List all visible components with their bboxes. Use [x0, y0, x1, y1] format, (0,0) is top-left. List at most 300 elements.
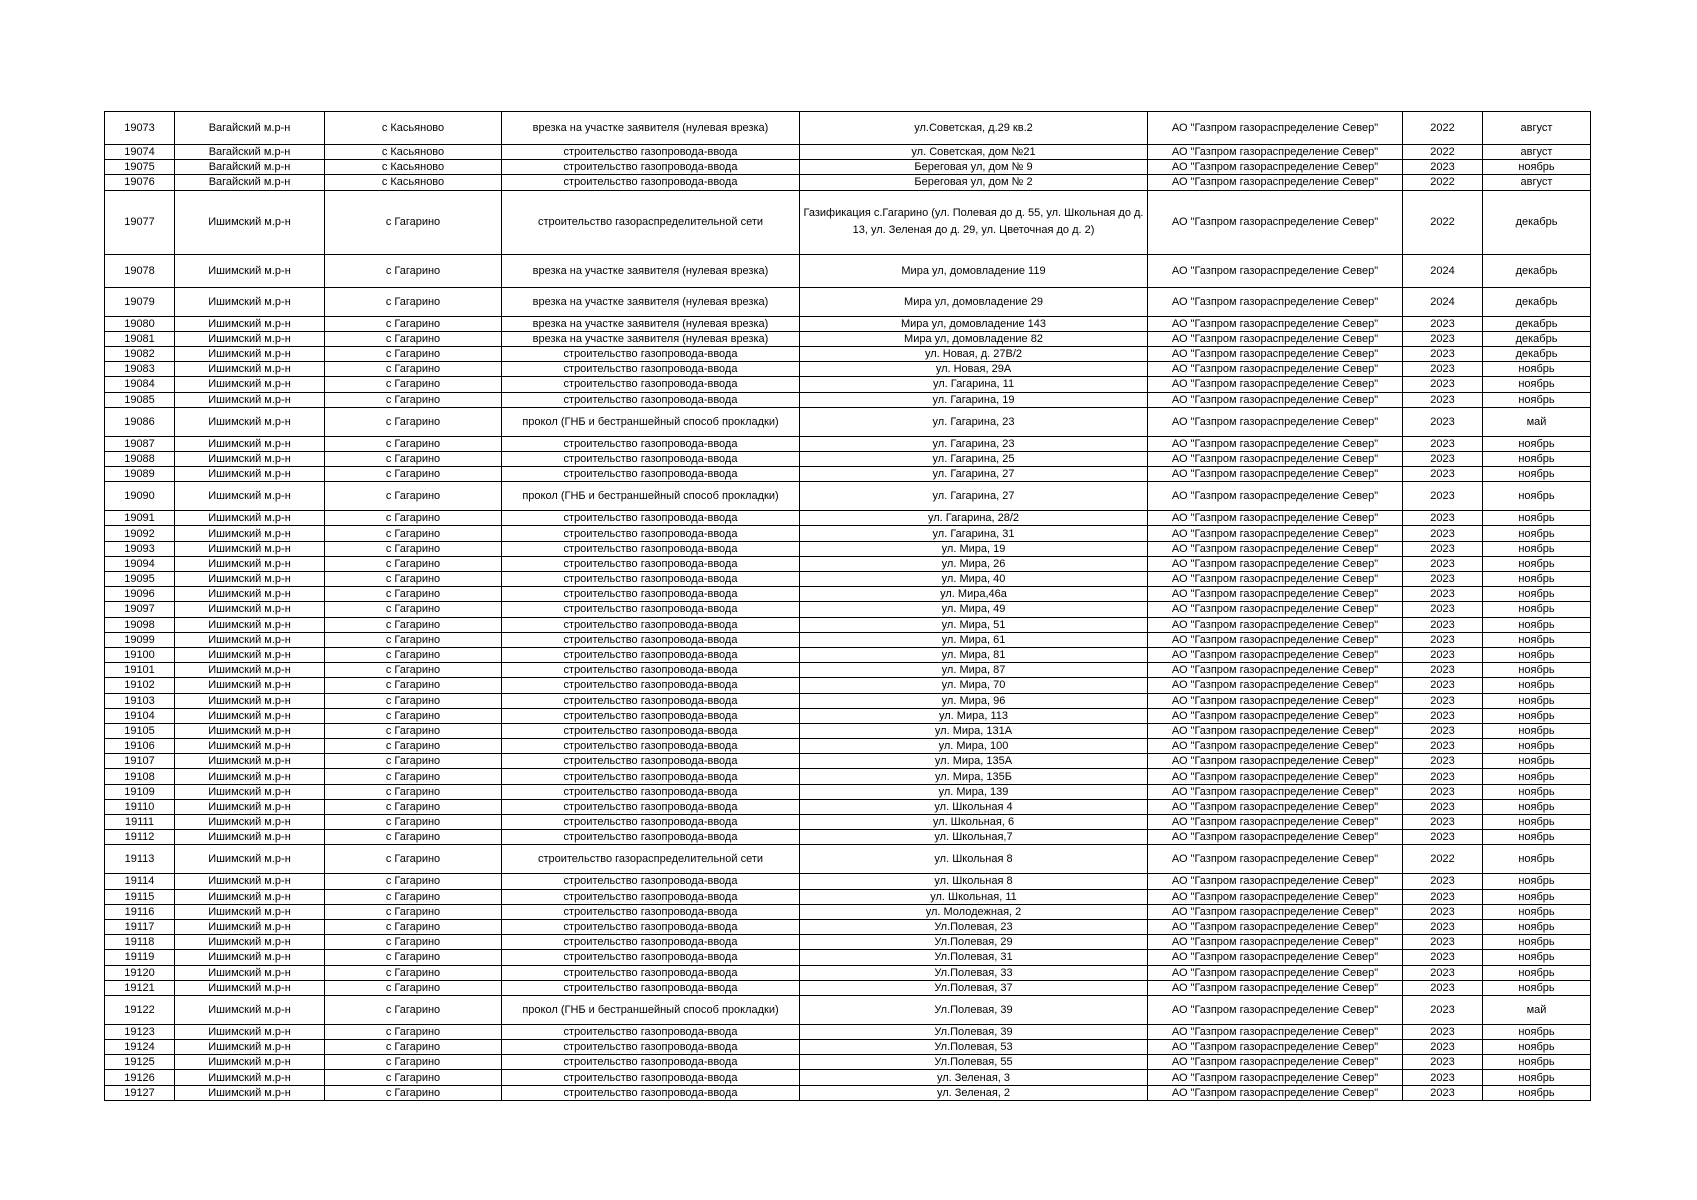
locality-cell: с Гагарино — [325, 1070, 502, 1085]
address-cell: ул. Гагарина, 31 — [800, 526, 1148, 541]
table-row — [105, 587, 1591, 602]
row-id-cell: 19111 — [105, 815, 175, 830]
year-cell: 2023 — [1403, 754, 1483, 769]
row-id-cell: 19106 — [105, 739, 175, 754]
row-id-cell: 19105 — [105, 723, 175, 738]
organization-cell: АО "Газпром газораспределение Север" — [1148, 190, 1403, 254]
table-row — [105, 919, 1591, 934]
year-cell: 2022 — [1403, 845, 1483, 874]
locality-cell: с Гагарино — [325, 830, 502, 845]
table-row — [105, 950, 1591, 965]
address-cell: ул. Молодежная, 2 — [800, 904, 1148, 919]
table-row — [105, 678, 1591, 693]
address-cell: ул. Школьная 8 — [800, 845, 1148, 874]
row-id-cell: 19100 — [105, 647, 175, 662]
year-cell: 2023 — [1403, 587, 1483, 602]
address-cell: ул. Новая, 29А — [800, 362, 1148, 377]
row-id-cell: 19103 — [105, 693, 175, 708]
district-cell: Ишимский м.р-н — [175, 602, 325, 617]
month-cell: май — [1483, 407, 1591, 436]
month-cell: декабрь — [1483, 331, 1591, 346]
locality-cell: с Гагарино — [325, 815, 502, 830]
month-cell: декабрь — [1483, 346, 1591, 361]
address-cell: ул. Новая, д. 27В/2 — [800, 346, 1148, 361]
year-cell: 2023 — [1403, 346, 1483, 361]
row-id-cell: 19092 — [105, 526, 175, 541]
address-cell: Береговая ул, дом № 9 — [800, 160, 1148, 175]
month-cell: ноябрь — [1483, 950, 1591, 965]
work-type-cell: строительство газопровода-ввода — [502, 1024, 800, 1039]
year-cell: 2023 — [1403, 572, 1483, 587]
year-cell: 2023 — [1403, 1070, 1483, 1085]
organization-cell: АО "Газпром газораспределение Север" — [1148, 754, 1403, 769]
locality-cell: с Гагарино — [325, 451, 502, 466]
district-cell: Ишимский м.р-н — [175, 541, 325, 556]
district-cell: Ишимский м.р-н — [175, 950, 325, 965]
district-cell: Ишимский м.р-н — [175, 526, 325, 541]
district-cell: Ишимский м.р-н — [175, 467, 325, 482]
district-cell: Ишимский м.р-н — [175, 1070, 325, 1085]
address-cell: Газификация с.Гагарино (ул. Полевая до д. 55, ул. Школьная до д. 13, ул. Зеленая до д. 29, ул. Цветочная до д. 2) — [800, 190, 1148, 254]
table-row — [105, 799, 1591, 814]
year-cell: 2023 — [1403, 316, 1483, 331]
organization-cell: АО "Газпром газораспределение Север" — [1148, 663, 1403, 678]
year-cell: 2023 — [1403, 830, 1483, 845]
district-cell: Ишимский м.р-н — [175, 254, 325, 287]
month-cell: ноябрь — [1483, 511, 1591, 526]
row-id-cell: 19087 — [105, 436, 175, 451]
work-type-cell: строительство газопровода-ввода — [502, 980, 800, 995]
organization-cell: АО "Газпром газораспределение Север" — [1148, 980, 1403, 995]
address-cell: ул. Гагарина, 28/2 — [800, 511, 1148, 526]
district-cell: Вагайский м.р-н — [175, 112, 325, 145]
month-cell: ноябрь — [1483, 678, 1591, 693]
work-type-cell: строительство газопровода-ввода — [502, 362, 800, 377]
row-id-cell: 19086 — [105, 407, 175, 436]
year-cell: 2023 — [1403, 436, 1483, 451]
address-cell: ул. Мира, 131А — [800, 723, 1148, 738]
month-cell: декабрь — [1483, 190, 1591, 254]
work-type-cell: строительство газопровода-ввода — [502, 392, 800, 407]
row-id-cell: 19097 — [105, 602, 175, 617]
locality-cell: с Гагарино — [325, 647, 502, 662]
district-cell: Ишимский м.р-н — [175, 632, 325, 647]
locality-cell: с Гагарино — [325, 316, 502, 331]
year-cell: 2023 — [1403, 739, 1483, 754]
month-cell: ноябрь — [1483, 919, 1591, 934]
row-id-cell: 19076 — [105, 175, 175, 190]
organization-cell: АО "Газпром газораспределение Север" — [1148, 1040, 1403, 1055]
year-cell: 2023 — [1403, 874, 1483, 889]
month-cell: ноябрь — [1483, 482, 1591, 511]
table-row — [105, 392, 1591, 407]
table-row — [105, 1055, 1591, 1070]
organization-cell: АО "Газпром газораспределение Север" — [1148, 392, 1403, 407]
year-cell: 2023 — [1403, 708, 1483, 723]
month-cell: ноябрь — [1483, 708, 1591, 723]
month-cell: ноябрь — [1483, 556, 1591, 571]
row-id-cell: 19082 — [105, 346, 175, 361]
row-id-cell: 19120 — [105, 965, 175, 980]
work-type-cell: строительство газопровода-ввода — [502, 451, 800, 466]
district-cell: Ишимский м.р-н — [175, 754, 325, 769]
work-type-cell: строительство газопровода-ввода — [502, 1040, 800, 1055]
locality-cell: с Гагарино — [325, 254, 502, 287]
year-cell: 2023 — [1403, 482, 1483, 511]
locality-cell: с Гагарино — [325, 769, 502, 784]
year-cell: 2023 — [1403, 331, 1483, 346]
work-type-cell: строительство газопровода-ввода — [502, 830, 800, 845]
locality-cell: с Гагарино — [325, 904, 502, 919]
table-row — [105, 482, 1591, 511]
locality-cell: с Гагарино — [325, 617, 502, 632]
month-cell: ноябрь — [1483, 965, 1591, 980]
table-row — [105, 845, 1591, 874]
year-cell: 2024 — [1403, 254, 1483, 287]
organization-cell: АО "Газпром газораспределение Север" — [1148, 965, 1403, 980]
row-id-cell: 19090 — [105, 482, 175, 511]
district-cell: Ишимский м.р-н — [175, 1085, 325, 1100]
district-cell: Ишимский м.р-н — [175, 874, 325, 889]
locality-cell: с Гагарино — [325, 739, 502, 754]
table-row — [105, 995, 1591, 1024]
year-cell: 2023 — [1403, 815, 1483, 830]
table-row — [105, 647, 1591, 662]
table-row — [105, 739, 1591, 754]
row-id-cell: 19102 — [105, 678, 175, 693]
organization-cell: АО "Газпром газораспределение Север" — [1148, 587, 1403, 602]
row-id-cell: 19126 — [105, 1070, 175, 1085]
table-row — [105, 1040, 1591, 1055]
year-cell: 2023 — [1403, 556, 1483, 571]
address-cell: ул. Мира, 96 — [800, 693, 1148, 708]
table-row — [105, 316, 1591, 331]
row-id-cell: 19119 — [105, 950, 175, 965]
district-cell: Ишимский м.р-н — [175, 1040, 325, 1055]
table-row — [105, 160, 1591, 175]
year-cell: 2023 — [1403, 889, 1483, 904]
month-cell: ноябрь — [1483, 572, 1591, 587]
table-row — [105, 769, 1591, 784]
locality-cell: с Гагарино — [325, 190, 502, 254]
address-cell: ул. Гагарина, 23 — [800, 407, 1148, 436]
organization-cell: АО "Газпром газораспределение Север" — [1148, 482, 1403, 511]
organization-cell: АО "Газпром газораспределение Север" — [1148, 1024, 1403, 1039]
month-cell: ноябрь — [1483, 830, 1591, 845]
locality-cell: с Гагарино — [325, 693, 502, 708]
district-cell: Ишимский м.р-н — [175, 965, 325, 980]
locality-cell: с Гагарино — [325, 346, 502, 361]
table-row — [105, 112, 1591, 145]
month-cell: ноябрь — [1483, 451, 1591, 466]
address-cell: Ул.Полевая, 29 — [800, 935, 1148, 950]
work-type-cell: строительство газопровода-ввода — [502, 769, 800, 784]
row-id-cell: 19074 — [105, 145, 175, 160]
table-row — [105, 377, 1591, 392]
work-type-cell: строительство газопровода-ввода — [502, 160, 800, 175]
district-cell: Ишимский м.р-н — [175, 587, 325, 602]
locality-cell: с Гагарино — [325, 874, 502, 889]
table-row — [105, 407, 1591, 436]
gasification-table — [104, 111, 1591, 1101]
row-id-cell: 19115 — [105, 889, 175, 904]
address-cell: ул. Школьная 8 — [800, 874, 1148, 889]
address-cell: ул. Мира, 87 — [800, 663, 1148, 678]
organization-cell: АО "Газпром газораспределение Север" — [1148, 556, 1403, 571]
district-cell: Ишимский м.р-н — [175, 511, 325, 526]
work-type-cell: строительство газопровода-ввода — [502, 346, 800, 361]
month-cell: август — [1483, 145, 1591, 160]
address-cell: ул. Мира, 19 — [800, 541, 1148, 556]
district-cell: Ишимский м.р-н — [175, 815, 325, 830]
table-row — [105, 541, 1591, 556]
locality-cell: с Касьяново — [325, 145, 502, 160]
locality-cell: с Гагарино — [325, 799, 502, 814]
organization-cell: АО "Газпром газораспределение Север" — [1148, 935, 1403, 950]
locality-cell: с Гагарино — [325, 467, 502, 482]
row-id-cell: 19098 — [105, 617, 175, 632]
address-cell: ул. Гагарина, 23 — [800, 436, 1148, 451]
row-id-cell: 19122 — [105, 995, 175, 1024]
table-row — [105, 602, 1591, 617]
table-row — [105, 287, 1591, 316]
year-cell: 2023 — [1403, 678, 1483, 693]
address-cell: ул. Зеленая, 2 — [800, 1085, 1148, 1100]
table-row — [105, 632, 1591, 647]
organization-cell: АО "Газпром газораспределение Север" — [1148, 526, 1403, 541]
address-cell: ул. Мира, 26 — [800, 556, 1148, 571]
address-cell: Мира ул, домовладение 119 — [800, 254, 1148, 287]
district-cell: Ишимский м.р-н — [175, 362, 325, 377]
year-cell: 2023 — [1403, 980, 1483, 995]
district-cell: Ишимский м.р-н — [175, 935, 325, 950]
locality-cell: с Гагарино — [325, 482, 502, 511]
year-cell: 2022 — [1403, 145, 1483, 160]
locality-cell: с Гагарино — [325, 1024, 502, 1039]
row-id-cell: 19079 — [105, 287, 175, 316]
table-row — [105, 874, 1591, 889]
month-cell: ноябрь — [1483, 889, 1591, 904]
work-type-cell: строительство газопровода-ввода — [502, 175, 800, 190]
year-cell: 2023 — [1403, 632, 1483, 647]
table-row — [105, 362, 1591, 377]
row-id-cell: 19114 — [105, 874, 175, 889]
table-row — [105, 693, 1591, 708]
organization-cell: АО "Газпром газораспределение Север" — [1148, 845, 1403, 874]
work-type-cell: строительство газопровода-ввода — [502, 436, 800, 451]
table-row — [105, 980, 1591, 995]
organization-cell: АО "Газпром газораспределение Север" — [1148, 572, 1403, 587]
address-cell: ул. Гагарина, 25 — [800, 451, 1148, 466]
district-cell: Ишимский м.р-н — [175, 190, 325, 254]
work-type-cell: строительство газопровода-ввода — [502, 919, 800, 934]
address-cell: ул. Мира, 61 — [800, 632, 1148, 647]
district-cell: Ишимский м.р-н — [175, 830, 325, 845]
district-cell: Ишимский м.р-н — [175, 995, 325, 1024]
address-cell: ул. Школьная, 11 — [800, 889, 1148, 904]
organization-cell: АО "Газпром газораспределение Север" — [1148, 287, 1403, 316]
address-cell: Ул.Полевая, 53 — [800, 1040, 1148, 1055]
organization-cell: АО "Газпром газораспределение Север" — [1148, 647, 1403, 662]
year-cell: 2023 — [1403, 950, 1483, 965]
locality-cell: с Гагарино — [325, 1055, 502, 1070]
table-row — [105, 784, 1591, 799]
work-type-cell: строительство газопровода-ввода — [502, 784, 800, 799]
address-cell: Ул.Полевая, 39 — [800, 1024, 1148, 1039]
district-cell: Ишимский м.р-н — [175, 556, 325, 571]
month-cell: ноябрь — [1483, 784, 1591, 799]
year-cell: 2023 — [1403, 935, 1483, 950]
organization-cell: АО "Газпром газораспределение Север" — [1148, 160, 1403, 175]
row-id-cell: 19088 — [105, 451, 175, 466]
row-id-cell: 19112 — [105, 830, 175, 845]
locality-cell: с Гагарино — [325, 708, 502, 723]
work-type-cell: строительство газопровода-ввода — [502, 815, 800, 830]
year-cell: 2023 — [1403, 647, 1483, 662]
district-cell: Ишимский м.р-н — [175, 346, 325, 361]
locality-cell: с Гагарино — [325, 663, 502, 678]
organization-cell: АО "Газпром газораспределение Север" — [1148, 451, 1403, 466]
address-cell: ул. Мира, 70 — [800, 678, 1148, 693]
table-row — [105, 904, 1591, 919]
row-id-cell: 19077 — [105, 190, 175, 254]
work-type-cell: строительство газопровода-ввода — [502, 1085, 800, 1100]
organization-cell: АО "Газпром газораспределение Север" — [1148, 799, 1403, 814]
month-cell: ноябрь — [1483, 1070, 1591, 1085]
organization-cell: АО "Газпром газораспределение Север" — [1148, 112, 1403, 145]
organization-cell: АО "Газпром газораспределение Север" — [1148, 995, 1403, 1024]
address-cell: ул. Зеленая, 3 — [800, 1070, 1148, 1085]
work-type-cell: строительство газораспределительной сети — [502, 845, 800, 874]
work-type-cell: строительство газопровода-ввода — [502, 799, 800, 814]
work-type-cell: прокол (ГНБ и бестраншейный способ прокладки) — [502, 995, 800, 1024]
district-cell: Ишимский м.р-н — [175, 904, 325, 919]
work-type-cell: строительство газопровода-ввода — [502, 145, 800, 160]
organization-cell: АО "Газпром газораспределение Север" — [1148, 739, 1403, 754]
year-cell: 2023 — [1403, 377, 1483, 392]
month-cell: ноябрь — [1483, 693, 1591, 708]
month-cell: ноябрь — [1483, 874, 1591, 889]
table-row — [105, 436, 1591, 451]
address-cell: Мира ул, домовладение 29 — [800, 287, 1148, 316]
table-row — [105, 723, 1591, 738]
month-cell: август — [1483, 112, 1591, 145]
organization-cell: АО "Газпром газораспределение Север" — [1148, 316, 1403, 331]
address-cell: ул. Мира, 100 — [800, 739, 1148, 754]
work-type-cell: строительство газопровода-ввода — [502, 693, 800, 708]
address-cell: Ул.Полевая, 23 — [800, 919, 1148, 934]
district-cell: Ишимский м.р-н — [175, 769, 325, 784]
year-cell: 2023 — [1403, 723, 1483, 738]
year-cell: 2023 — [1403, 541, 1483, 556]
address-cell: ул. Мира,46а — [800, 587, 1148, 602]
work-type-cell: строительство газопровода-ввода — [502, 632, 800, 647]
work-type-cell: строительство газопровода-ввода — [502, 617, 800, 632]
work-type-cell: строительство газопровода-ввода — [502, 647, 800, 662]
district-cell: Ишимский м.р-н — [175, 482, 325, 511]
work-type-cell: строительство газопровода-ввода — [502, 467, 800, 482]
locality-cell: с Гагарино — [325, 950, 502, 965]
district-cell: Ишимский м.р-н — [175, 1024, 325, 1039]
row-id-cell: 19084 — [105, 377, 175, 392]
row-id-cell: 19073 — [105, 112, 175, 145]
locality-cell: с Гагарино — [325, 889, 502, 904]
organization-cell: АО "Газпром газораспределение Север" — [1148, 1055, 1403, 1070]
month-cell: ноябрь — [1483, 632, 1591, 647]
year-cell: 2023 — [1403, 362, 1483, 377]
table-row — [105, 617, 1591, 632]
work-type-cell: строительство газопровода-ввода — [502, 708, 800, 723]
month-cell: май — [1483, 995, 1591, 1024]
district-cell: Ишимский м.р-н — [175, 451, 325, 466]
row-id-cell: 19085 — [105, 392, 175, 407]
month-cell: ноябрь — [1483, 392, 1591, 407]
address-cell: ул. Гагарина, 27 — [800, 482, 1148, 511]
month-cell: ноябрь — [1483, 754, 1591, 769]
locality-cell: с Гагарино — [325, 632, 502, 647]
locality-cell: с Гагарино — [325, 935, 502, 950]
row-id-cell: 19089 — [105, 467, 175, 482]
month-cell: ноябрь — [1483, 845, 1591, 874]
address-cell: ул. Мира, 135А — [800, 754, 1148, 769]
work-type-cell: строительство газопровода-ввода — [502, 965, 800, 980]
locality-cell: с Гагарино — [325, 919, 502, 934]
organization-cell: АО "Газпром газораспределение Север" — [1148, 693, 1403, 708]
work-type-cell: строительство газопровода-ввода — [502, 663, 800, 678]
district-cell: Ишимский м.р-н — [175, 723, 325, 738]
row-id-cell: 19121 — [105, 980, 175, 995]
locality-cell: с Гагарино — [325, 980, 502, 995]
organization-cell: АО "Газпром газораспределение Север" — [1148, 602, 1403, 617]
month-cell: август — [1483, 175, 1591, 190]
locality-cell: с Гагарино — [325, 723, 502, 738]
row-id-cell: 19116 — [105, 904, 175, 919]
organization-cell: АО "Газпром газораспределение Север" — [1148, 678, 1403, 693]
row-id-cell: 19124 — [105, 1040, 175, 1055]
address-cell: ул. Мира, 139 — [800, 784, 1148, 799]
month-cell: декабрь — [1483, 316, 1591, 331]
work-type-cell: строительство газопровода-ввода — [502, 1055, 800, 1070]
month-cell: ноябрь — [1483, 617, 1591, 632]
year-cell: 2023 — [1403, 1024, 1483, 1039]
year-cell: 2022 — [1403, 175, 1483, 190]
organization-cell: АО "Газпром газораспределение Север" — [1148, 889, 1403, 904]
month-cell: ноябрь — [1483, 467, 1591, 482]
address-cell: ул. Мира, 135Б — [800, 769, 1148, 784]
month-cell: ноябрь — [1483, 1024, 1591, 1039]
address-cell: Ул.Полевая, 55 — [800, 1055, 1148, 1070]
table-row — [105, 346, 1591, 361]
work-type-cell: строительство газопровода-ввода — [502, 950, 800, 965]
table-row — [105, 754, 1591, 769]
work-type-cell: строительство газопровода-ввода — [502, 1070, 800, 1085]
month-cell: ноябрь — [1483, 362, 1591, 377]
district-cell: Ишимский м.р-н — [175, 287, 325, 316]
organization-cell: АО "Газпром газораспределение Север" — [1148, 1085, 1403, 1100]
work-type-cell: строительство газопровода-ввода — [502, 377, 800, 392]
district-cell: Ишимский м.р-н — [175, 647, 325, 662]
month-cell: ноябрь — [1483, 1040, 1591, 1055]
table-row — [105, 572, 1591, 587]
year-cell: 2023 — [1403, 407, 1483, 436]
row-id-cell: 19075 — [105, 160, 175, 175]
organization-cell: АО "Газпром газораспределение Север" — [1148, 950, 1403, 965]
address-cell: Мира ул, домовладение 143 — [800, 316, 1148, 331]
organization-cell: АО "Газпром газораспределение Север" — [1148, 541, 1403, 556]
year-cell: 2023 — [1403, 617, 1483, 632]
month-cell: декабрь — [1483, 254, 1591, 287]
organization-cell: АО "Газпром газораспределение Север" — [1148, 830, 1403, 845]
